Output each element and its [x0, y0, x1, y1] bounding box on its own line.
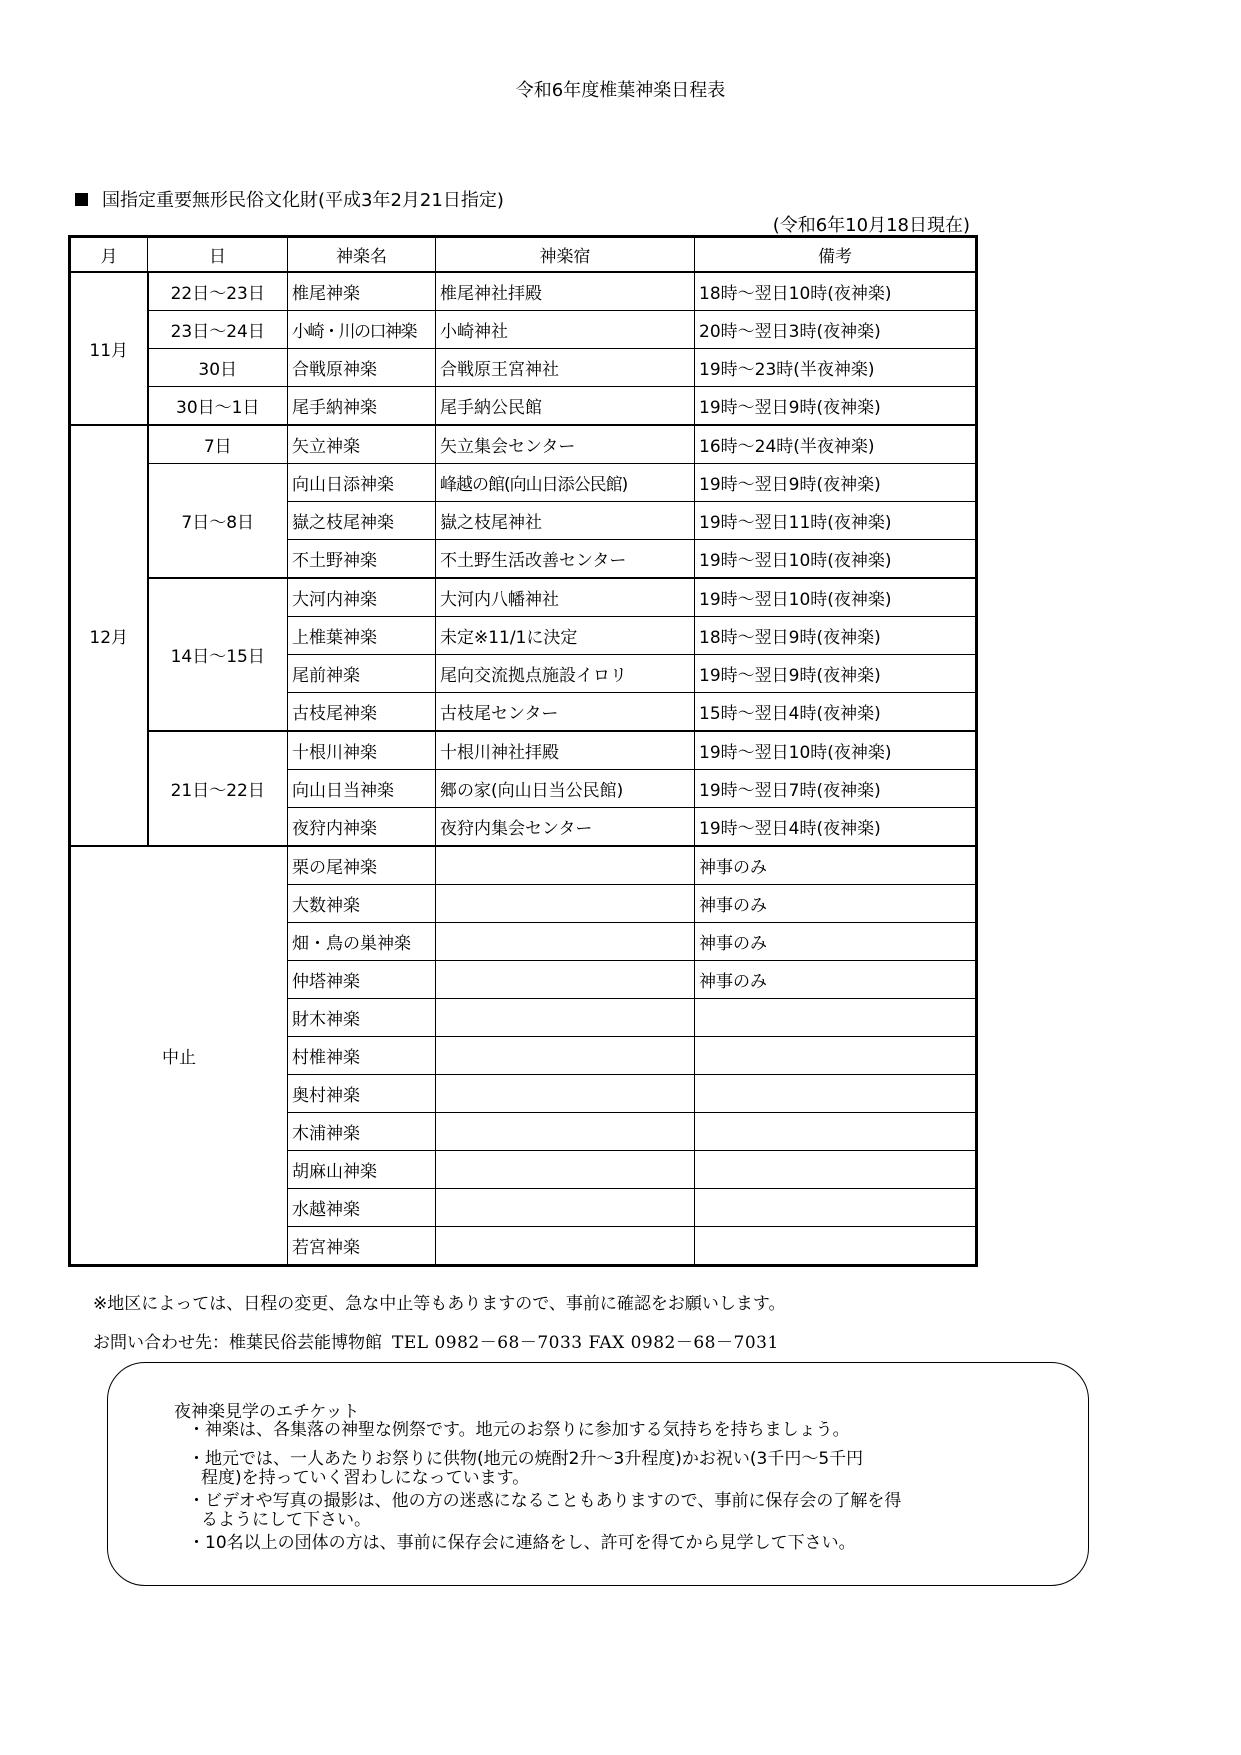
- date-cell: 23日～24日: [148, 311, 288, 349]
- venue-cell: 大河内八幡神社: [436, 578, 695, 617]
- note-cell: 18時～翌日10時(夜神楽): [695, 272, 977, 311]
- venue-cell: 峰越の館(向山日添公民館): [436, 464, 695, 502]
- venue-cell: 古枝尾センター: [436, 693, 695, 732]
- note-cell: [695, 1151, 977, 1189]
- kagura-name-cell: 古枝尾神楽: [288, 693, 436, 732]
- note-cell: 19時～翌日7時(夜神楽): [695, 770, 977, 808]
- venue-cell: [436, 1075, 695, 1113]
- note-cell: 神事のみ: [695, 923, 977, 961]
- kagura-name-cell: 水越神楽: [288, 1189, 436, 1227]
- as-of-date: (令和6年10月18日現在): [772, 215, 970, 236]
- table-header-row: [70, 237, 977, 273]
- contact-numbers: TEL 0982－68－7033 FAX 0982－68－7031: [392, 1333, 779, 1353]
- note-cell: 19時～翌日9時(夜神楽): [695, 655, 977, 693]
- date-cell: 21日～22日: [148, 731, 288, 846]
- note-cell: [695, 1075, 977, 1113]
- header-day: 日: [148, 237, 288, 273]
- note-cell: 神事のみ: [695, 846, 977, 885]
- kagura-name-cell: 夜狩内神楽: [288, 808, 436, 847]
- table-row: [70, 387, 977, 426]
- kagura-name-cell: 奥村神楽: [288, 1075, 436, 1113]
- note-cell: 19時～翌日4時(夜神楽): [695, 808, 977, 847]
- month-cell: 11月: [70, 272, 148, 425]
- date-cell: 14日～15日: [148, 578, 288, 731]
- kagura-name-cell: 大数神楽: [288, 885, 436, 923]
- kagura-name-cell: 十根川神楽: [288, 731, 436, 770]
- header-venue: 神楽宿: [436, 237, 695, 273]
- section-heading: [75, 186, 504, 212]
- venue-cell: 嶽之枝尾神社: [436, 502, 695, 540]
- kagura-name-cell: 嶽之枝尾神楽: [288, 502, 436, 540]
- etiquette-title: 夜神楽見学のエチケット: [174, 1402, 360, 1422]
- date-cell: 7日: [148, 425, 288, 464]
- kagura-name-cell: 栗の尾神楽: [288, 846, 436, 885]
- kagura-name-cell: 木浦神楽: [288, 1113, 436, 1151]
- kagura-name-cell: 矢立神楽: [288, 425, 436, 464]
- table-row: [70, 272, 977, 311]
- table-row: [70, 846, 977, 885]
- cancelled-cell: 中止: [70, 846, 288, 1266]
- note-cell: 19時～翌日10時(夜神楽): [695, 540, 977, 579]
- note-cell: 19時～翌日11時(夜神楽): [695, 502, 977, 540]
- note-cell: 20時～翌日3時(夜神楽): [695, 311, 977, 349]
- table-row: [70, 731, 977, 770]
- venue-cell: [436, 846, 695, 885]
- note-cell: [695, 1189, 977, 1227]
- note-cell: [695, 1037, 977, 1075]
- date-cell: 22日～23日: [148, 272, 288, 311]
- etiquette-item: ・神楽は、各集落の神聖な例祭です。地元のお祭りに参加する気持ちを持ちましょう。: [188, 1420, 850, 1440]
- venue-cell: 小崎神社: [436, 311, 695, 349]
- venue-cell: 尾向交流拠点施設イロリ: [436, 655, 695, 693]
- kagura-name-cell: 尾前神楽: [288, 655, 436, 693]
- schedule-table: [68, 235, 978, 1267]
- note-cell: 16時～24時(半夜神楽): [695, 425, 977, 464]
- note-cell: 神事のみ: [695, 961, 977, 999]
- kagura-name-cell: 大河内神楽: [288, 578, 436, 617]
- note-cell: 19時～翌日10時(夜神楽): [695, 731, 977, 770]
- kagura-name-cell: 小崎・川の口神楽: [288, 311, 436, 349]
- kagura-name-cell: 胡麻山神楽: [288, 1151, 436, 1189]
- etiquette-item: ・10名以上の団体の方は、事前に保存会に連絡をし、許可を得てから見学して下さい。: [188, 1533, 856, 1553]
- kagura-name-cell: 尾手納神楽: [288, 387, 436, 426]
- venue-cell: [436, 1151, 695, 1189]
- note-cell: 19時～翌日9時(夜神楽): [695, 464, 977, 502]
- venue-cell: 合戦原王宮神社: [436, 349, 695, 387]
- schedule-change-note: ※地区によっては、日程の変更、急な中止等もありますので、事前に確認をお願いします。: [93, 1294, 786, 1314]
- note-cell: 19時～翌日9時(夜神楽): [695, 387, 977, 426]
- etiquette-item: ・地元では、一人あたりお祭りに供物(地元の焼酎2升～3升程度)かお祝い(3千円～5千円: [188, 1449, 864, 1469]
- note-cell: 神事のみ: [695, 885, 977, 923]
- date-cell: 30日～1日: [148, 387, 288, 426]
- square-bullet-icon: [75, 193, 88, 206]
- section-heading-text: 国指定重要無形民俗文化財(平成3年2月21日指定): [102, 190, 504, 211]
- venue-cell: [436, 1037, 695, 1075]
- contact-label: お問い合わせ先：椎葉民俗芸能博物館: [93, 1333, 382, 1353]
- note-cell: [695, 999, 977, 1037]
- table-row: [70, 349, 977, 387]
- venue-cell: [436, 999, 695, 1037]
- kagura-name-cell: 財木神楽: [288, 999, 436, 1037]
- etiquette-item-cont: るようにして下さい。: [201, 1510, 371, 1530]
- venue-cell: [436, 961, 695, 999]
- venue-cell: 郷の家(向山日当公民館): [436, 770, 695, 808]
- kagura-name-cell: 向山日添神楽: [288, 464, 436, 502]
- note-cell: 15時～翌日4時(夜神楽): [695, 693, 977, 732]
- date-cell: 7日～8日: [148, 464, 288, 579]
- venue-cell: [436, 1227, 695, 1266]
- venue-cell: [436, 885, 695, 923]
- venue-cell: 不土野生活改善センター: [436, 540, 695, 579]
- table-row: [70, 311, 977, 349]
- kagura-name-cell: 不土野神楽: [288, 540, 436, 579]
- header-month: 月: [70, 237, 148, 273]
- venue-cell: 矢立集会センター: [436, 425, 695, 464]
- note-cell: [695, 1227, 977, 1266]
- note-cell: 19時～翌日10時(夜神楽): [695, 578, 977, 617]
- venue-cell: 夜狩内集会センター: [436, 808, 695, 847]
- month-cell: 12月: [70, 425, 148, 846]
- venue-cell: [436, 1113, 695, 1151]
- kagura-name-cell: 上椎葉神楽: [288, 617, 436, 655]
- page-title: 令和6年度椎葉神楽日程表: [515, 80, 726, 101]
- kagura-name-cell: 椎尾神楽: [288, 272, 436, 311]
- venue-cell: 未定※11/1に決定: [436, 617, 695, 655]
- venue-cell: 尾手納公民館: [436, 387, 695, 426]
- etiquette-box: [107, 1362, 1089, 1586]
- venue-cell: 十根川神社拝殿: [436, 731, 695, 770]
- venue-cell: 椎尾神社拝殿: [436, 272, 695, 311]
- etiquette-item-cont: 程度)を持っていく習わしになっています。: [201, 1468, 530, 1488]
- kagura-name-cell: 畑・鳥の巣神楽: [288, 923, 436, 961]
- date-cell: 30日: [148, 349, 288, 387]
- note-cell: [695, 1113, 977, 1151]
- venue-cell: [436, 923, 695, 961]
- header-kagura-name: 神楽名: [288, 237, 436, 273]
- etiquette-item: ・ビデオや写真の撮影は、他の方の迷惑になることもありますので、事前に保存会の了解を得: [188, 1491, 902, 1511]
- kagura-name-cell: 合戦原神楽: [288, 349, 436, 387]
- table-row: [70, 425, 977, 464]
- note-cell: 18時～翌日9時(夜神楽): [695, 617, 977, 655]
- header-notes: 備考: [695, 237, 977, 273]
- note-cell: 19時～23時(半夜神楽): [695, 349, 977, 387]
- contact-info: [93, 1328, 779, 1353]
- kagura-name-cell: 向山日当神楽: [288, 770, 436, 808]
- table-row: [70, 464, 977, 502]
- kagura-name-cell: 若宮神楽: [288, 1227, 436, 1266]
- table-row: [70, 578, 977, 617]
- kagura-name-cell: 村椎神楽: [288, 1037, 436, 1075]
- kagura-name-cell: 仲塔神楽: [288, 961, 436, 999]
- venue-cell: [436, 1189, 695, 1227]
